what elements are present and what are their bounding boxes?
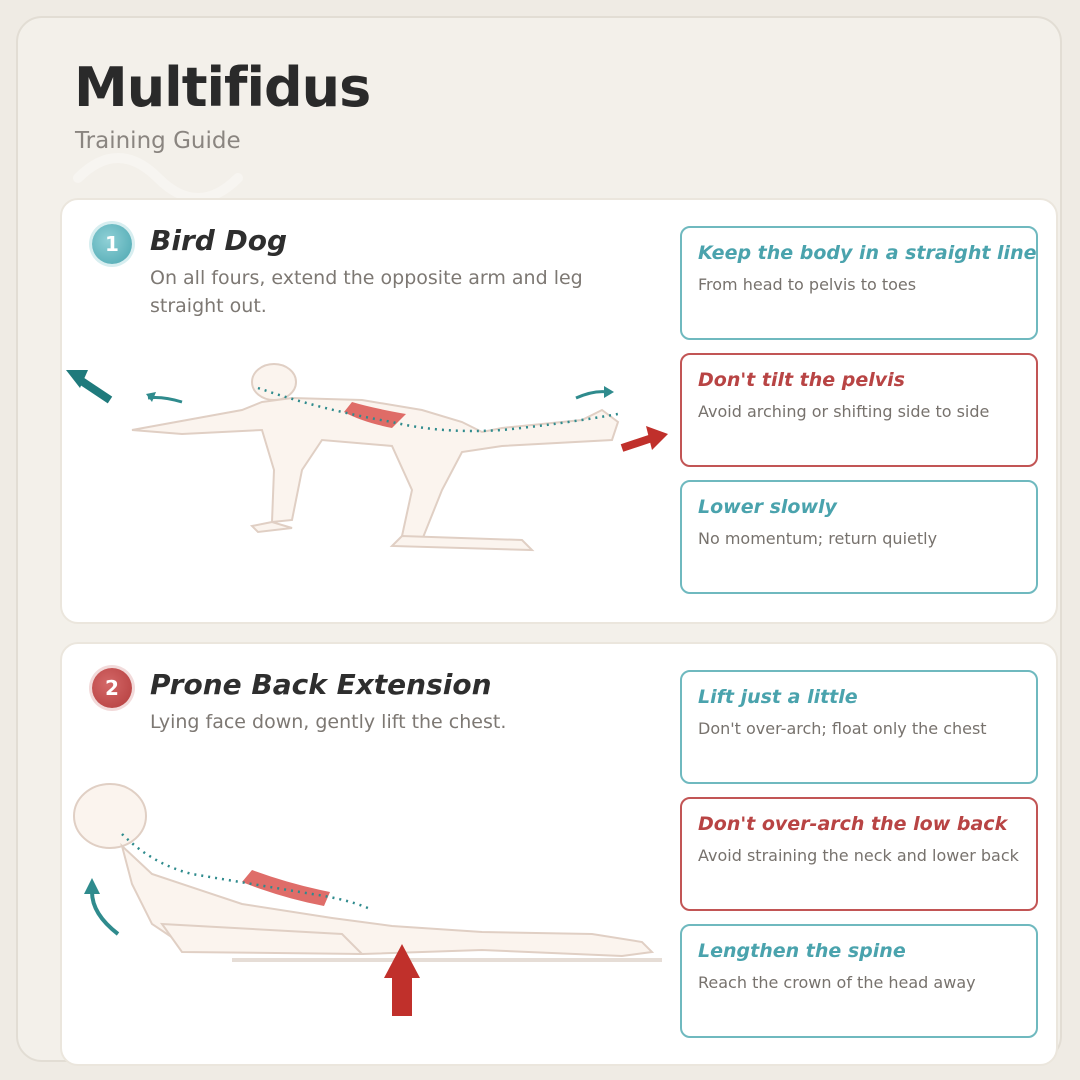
exercise-description: On all fours, extend the opposite arm and leg straight out. xyxy=(150,267,583,317)
tip-box xyxy=(680,924,1038,1038)
exercise-description: Lying face down, gently lift the chest. xyxy=(150,711,507,733)
step-number-badge: 2 xyxy=(92,668,132,708)
tip-box xyxy=(680,353,1038,467)
tip-title: Keep the body in a straight line xyxy=(698,242,1037,264)
teal-arrow-icon xyxy=(84,878,118,934)
teal-arrow-icon xyxy=(66,370,110,400)
tip-title: Don't tilt the pelvis xyxy=(698,369,905,391)
tip-box xyxy=(680,226,1038,340)
page-subtitle: Training Guide xyxy=(75,128,241,154)
tip-box xyxy=(680,797,1038,911)
tip-text: Avoid straining the neck and lower back xyxy=(698,846,1019,865)
tip-box xyxy=(680,480,1038,594)
tip-text: No momentum; return quietly xyxy=(698,529,938,548)
multifidus-muscle-highlight xyxy=(242,870,330,906)
tip-text: Reach the crown of the head away xyxy=(698,973,976,992)
tip-text: Don't over-arch; float only the chest xyxy=(698,719,987,738)
tip-text: From head to pelvis to toes xyxy=(698,275,917,294)
page-title: Multifidus xyxy=(74,56,371,119)
exercise-title: Bird Dog xyxy=(150,224,288,257)
bird-dog-illustration xyxy=(62,350,672,610)
tip-title: Lower slowly xyxy=(698,496,837,518)
exercise-card-prone-back-extension xyxy=(60,642,1058,1066)
red-arrow-icon xyxy=(622,426,668,450)
prone-extension-illustration xyxy=(62,774,672,1064)
guide-frame xyxy=(16,16,1062,1062)
tip-text: Avoid arching or shifting side to side xyxy=(698,402,990,421)
tip-title: Don't over-arch the low back xyxy=(698,813,1008,835)
tip-title: Lift just a little xyxy=(698,686,858,708)
teal-arrow-icon xyxy=(146,392,182,402)
teal-arrow-icon xyxy=(576,386,614,398)
red-arrow-icon xyxy=(384,944,420,1016)
tip-title: Lengthen the spine xyxy=(698,940,906,962)
step-number-badge: 1 xyxy=(92,224,132,264)
tip-box xyxy=(680,670,1038,784)
exercise-card-bird-dog xyxy=(60,198,1058,624)
exercise-title: Prone Back Extension xyxy=(150,668,492,701)
